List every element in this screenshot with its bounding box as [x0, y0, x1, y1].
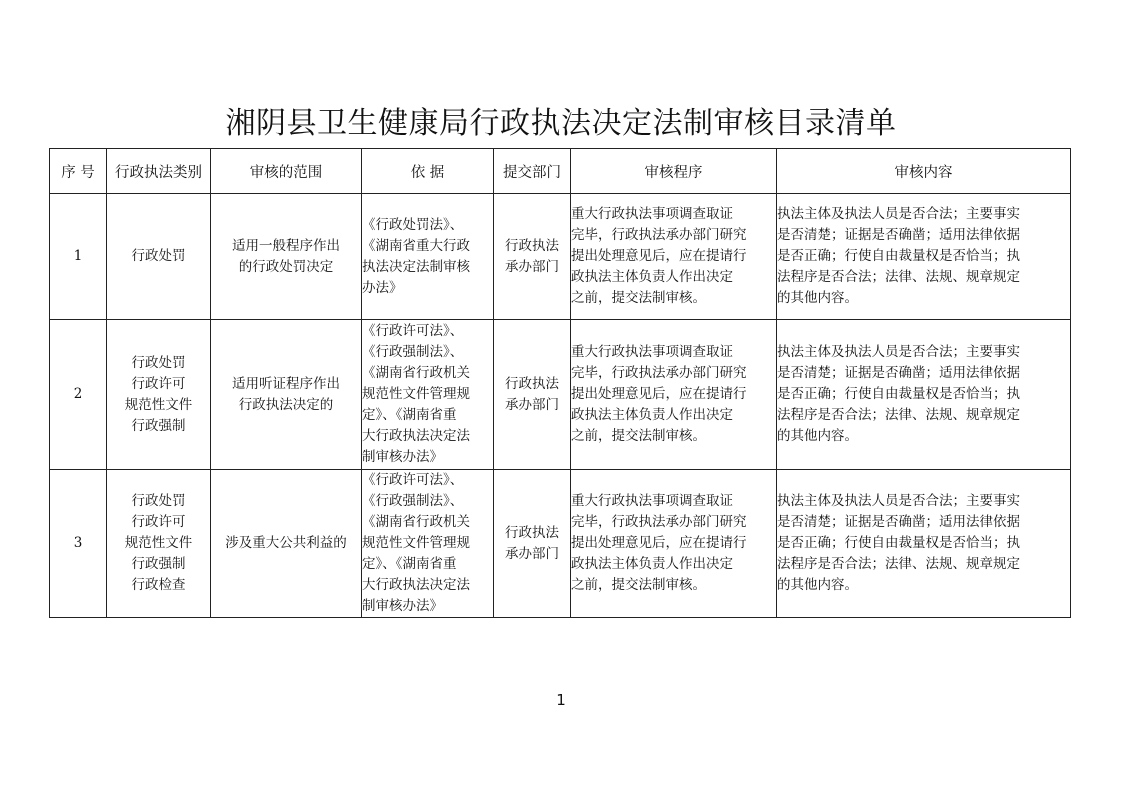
header-scope: 审核的范围 — [211, 149, 362, 194]
row-procedure: 重大行政执法事项调查取证 完毕，行政执法承办部门研究 提出处理意见后，应在提请行 政执法主体负责人作出决定 之前，提交法制审核。 — [571, 320, 777, 470]
header-department: 提交部门 — [494, 149, 571, 194]
row-scope: 适用听证程序作出 行政执法决定的 — [211, 320, 362, 470]
row-no: 1 — [50, 194, 107, 320]
header-basis: 依 据 — [362, 149, 494, 194]
table-header-row — [50, 149, 1071, 194]
table-row — [50, 194, 1071, 320]
header-no: 序 号 — [50, 149, 107, 194]
row-category: 行政处罚 行政许可 规范性文件 行政强制 行政检查 — [107, 470, 211, 618]
row-procedure: 重大行政执法事项调查取证 完毕，行政执法承办部门研究 提出处理意见后，应在提请行 政执法主体负责人作出决定 之前，提交法制审核。 — [571, 194, 777, 320]
row-content: 执法主体及执法人员是否合法；主要事实 是否清楚；证据是否确凿；适用法律依据 是否正确；行使自由裁量权是否恰当；执 法程序是否合法；法律、法规、规章规定 的其他内容。 — [777, 470, 1071, 618]
row-basis: 《行政处罚法》、 《湖南省重大行政 执法决定法制审核 办法》 — [362, 194, 494, 320]
table-row — [50, 470, 1071, 618]
review-catalog-table — [49, 148, 1071, 618]
row-category: 行政处罚 — [107, 194, 211, 320]
row-department: 行政执法 承办部门 — [494, 470, 571, 618]
row-content: 执法主体及执法人员是否合法；主要事实 是否清楚；证据是否确凿；适用法律依据 是否正确；行使自由裁量权是否恰当；执 法程序是否合法；法律、法规、规章规定 的其他内容。 — [777, 194, 1071, 320]
header-category: 行政执法类别 — [107, 149, 211, 194]
header-content: 审核内容 — [777, 149, 1071, 194]
row-scope: 涉及重大公共利益的 — [211, 470, 362, 618]
row-no: 2 — [50, 320, 107, 470]
row-no: 3 — [50, 470, 107, 618]
row-department: 行政执法 承办部门 — [494, 194, 571, 320]
row-procedure: 重大行政执法事项调查取证 完毕，行政执法承办部门研究 提出处理意见后，应在提请行 政执法主体负责人作出决定 之前，提交法制审核。 — [571, 470, 777, 618]
row-category: 行政处罚 行政许可 规范性文件 行政强制 — [107, 320, 211, 470]
row-basis: 《行政许可法》、 《行政强制法》、 《湖南省行政机关 规范性文件管理规 定》、《湖南省重 大行政执法决定法 制审核办法》 — [362, 470, 494, 618]
row-department: 行政执法 承办部门 — [494, 320, 571, 470]
table-row — [50, 320, 1071, 470]
page-title: 湘阴县卫生健康局行政执法决定法制审核目录清单 — [225, 106, 897, 141]
row-scope: 适用一般程序作出 的行政处罚决定 — [211, 194, 362, 320]
page-number: 1 — [556, 691, 566, 709]
row-basis: 《行政许可法》、 《行政强制法》、 《湖南省行政机关 规范性文件管理规 定》、《湖南省重 大行政执法决定法 制审核办法》 — [362, 320, 494, 470]
header-procedure: 审核程序 — [571, 149, 777, 194]
row-content: 执法主体及执法人员是否合法；主要事实 是否清楚；证据是否确凿；适用法律依据 是否正确；行使自由裁量权是否恰当；执 法程序是否合法；法律、法规、规章规定 的其他内容。 — [777, 320, 1071, 470]
